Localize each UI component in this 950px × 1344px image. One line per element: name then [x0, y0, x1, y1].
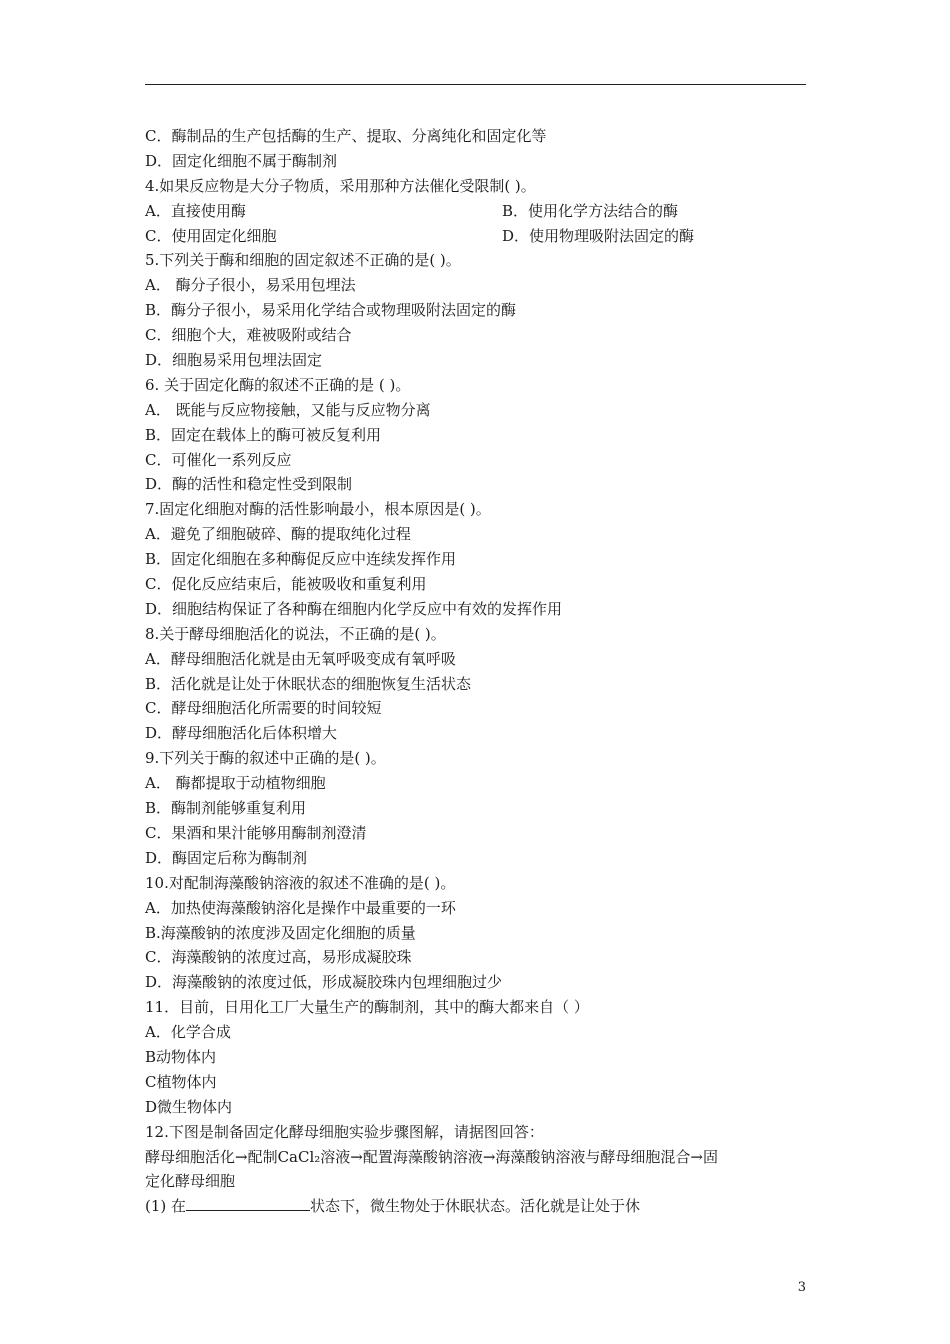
- question-lines: [145, 124, 815, 1194]
- text-line: A． 既能与反应物接触，又能与反应物分离: [145, 400, 431, 419]
- answer-blank[interactable]: [186, 1194, 250, 1211]
- text-line: 9.下列关于酶的叙述中正确的是( )。: [145, 749, 386, 768]
- text-line: D．酶的活性和稳定性受到限制: [145, 475, 353, 494]
- text-line: B.海藻酸钠的浓度涉及固定化细胞的质量: [145, 923, 416, 942]
- option-text: C．使用固定化细胞: [145, 226, 277, 245]
- text-line: 酵母细胞活化→配制CaCl₂溶液→配置海藻酸钠溶液→海藻酸钠溶液与酵母细胞混合→固: [145, 1147, 718, 1166]
- document-body: [145, 124, 815, 1219]
- text-line: C植物体内: [145, 1072, 217, 1091]
- answer-blank-2[interactable]: [250, 1194, 310, 1211]
- text-line: 定化酵母细胞: [145, 1172, 236, 1191]
- text-line: 4.如果反应物是大分子物质，采用那种方法催化受限制( )。: [145, 176, 536, 195]
- text-line: B．固定在载体上的酶可被反复利用: [145, 425, 382, 444]
- option-text: D．使用物理吸附法固定的酶: [502, 226, 695, 245]
- blank-question-line: [145, 1194, 815, 1219]
- text-line: C．细胞个大，难被吸附或结合: [145, 326, 352, 345]
- text-line: 7.固定化细胞对酶的活性影响最小，根本原因是( )。: [145, 500, 491, 519]
- text-line: 11．目前，日用化工厂大量生产的酶制剂，其中的酶大都来自（ ）: [145, 998, 589, 1017]
- text-line: D．细胞易采用包埋法固定: [145, 351, 323, 370]
- text-line: A． 酶都提取于动植物细胞: [145, 774, 326, 793]
- text-line: A．避免了细胞破碎、酶的提取纯化过程: [145, 525, 411, 544]
- text-line: C．酵母细胞活化所需要的时间较短: [145, 699, 382, 718]
- text-line: A． 酶分子很小，易采用包埋法: [145, 276, 356, 295]
- text-line: C．促化反应结束后，能被吸收和重复利用: [145, 575, 427, 594]
- text-line: 6. 关于固定化酶的叙述不正确的是 ( )。: [145, 375, 411, 394]
- text-line: D．细胞结构保证了各种酶在细胞内化学反应中有效的发挥作用: [145, 599, 563, 618]
- text-line: D．酶固定后称为酶制剂: [145, 848, 308, 867]
- text-line: B．酶制剂能够重复利用: [145, 799, 307, 818]
- option-text: B．使用化学方法结合的酶: [502, 201, 679, 220]
- text-line: C．可催化一系列反应: [145, 450, 292, 469]
- text-line: C．果酒和果汁能够用酶制剂澄清: [145, 823, 367, 842]
- text-line: 5.下列关于酶和细胞的固定叙述不正确的是( )。: [145, 251, 461, 270]
- option-text: A．直接使用酶: [145, 201, 246, 220]
- text-line: 12.下图是制备固定化酵母细胞实验步骤图解，请据图回答：: [145, 1122, 544, 1141]
- option-pair-line: [145, 199, 815, 224]
- text-line: B．活化就是让处于休眠状态的细胞恢复生活状态: [145, 674, 472, 693]
- option-pair-line: [145, 224, 815, 249]
- text-line: D．固定化细胞不属于酶制剂: [145, 151, 338, 170]
- text-line: A．酵母细胞活化就是由无氧呼吸变成有氧呼吸: [145, 649, 456, 668]
- text-line: D．海藻酸钠的浓度过低，形成凝胶珠内包埋细胞过少: [145, 973, 503, 992]
- text-line: B．酶分子很小，易采用化学结合或物理吸附法固定的酶: [145, 301, 517, 320]
- text-line: C．海藻酸钠的浓度过高，易形成凝胶珠: [145, 948, 412, 967]
- text-line: D微生物体内: [145, 1097, 233, 1116]
- text-line: C．酶制品的生产包括酶的生产、提取、分离纯化和固定化等: [145, 127, 547, 145]
- text-line: 8.关于酵母细胞活化的说法，不正确的是( )。: [145, 624, 446, 643]
- text-line: 10.对配制海藻酸钠溶液的叙述不准确的是( )。: [145, 873, 456, 892]
- page-number: 3: [797, 1280, 806, 1295]
- text-line: B．固定化细胞在多种酶促反应中连续发挥作用: [145, 550, 457, 569]
- text-line: A．加热使海藻酸钠溶化是操作中最重要的一环: [145, 898, 456, 917]
- text-line: D．酵母细胞活化后体积增大: [145, 724, 338, 743]
- text-line: A．化学合成: [145, 1023, 231, 1042]
- header-rule: [145, 84, 806, 85]
- blank-prefix: (1) 在: [145, 1197, 187, 1216]
- text-line: B动物体内: [145, 1047, 217, 1066]
- blank-suffix: 状态下，微生物处于休眠状态。活化就是让处于休: [310, 1197, 641, 1216]
